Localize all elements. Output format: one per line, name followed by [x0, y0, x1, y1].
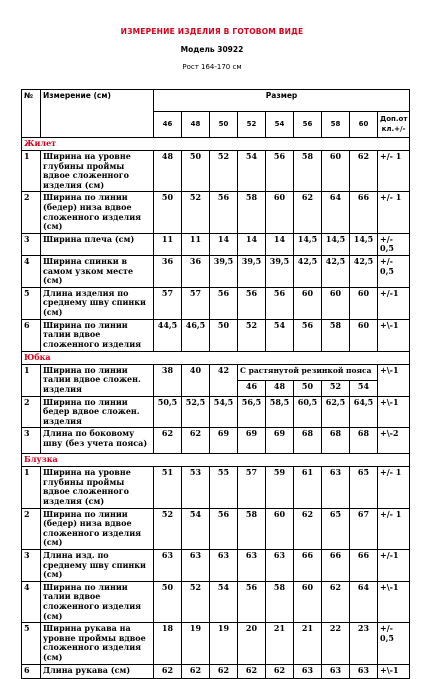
row-value: 21 [266, 623, 294, 664]
row-value: 36 [182, 255, 210, 287]
row-tolerance: +\-1 [378, 396, 410, 428]
row-value: 63 [322, 467, 350, 508]
row-tolerance: +/- 1 [378, 508, 410, 549]
row-value: 23 [350, 623, 378, 664]
row-number: 3 [22, 550, 41, 582]
row-value: 69 [238, 428, 266, 454]
table-row [22, 255, 410, 287]
row-value: 58 [322, 319, 350, 351]
row-number: 6 [22, 664, 41, 678]
row-value: 21 [294, 623, 322, 664]
table-row [22, 192, 410, 233]
row-tolerance: +/- 1 [378, 151, 410, 192]
row-value: 11 [182, 233, 210, 255]
row-value: 63 [322, 664, 350, 678]
model-number: Модель 30922 [180, 45, 244, 54]
row-value: 44,5 [154, 319, 182, 351]
row-value: 58 [238, 508, 266, 549]
row-value: 54 [238, 151, 266, 192]
row-value: 56 [238, 581, 266, 622]
row-value: 62 [294, 192, 322, 233]
row-value: 56 [266, 287, 294, 319]
row-tolerance: +/-1 [378, 287, 410, 319]
row-tolerance: +/- 0,5 [378, 255, 410, 287]
row-number: 4 [22, 581, 41, 622]
section-name: Блузка [22, 454, 410, 467]
header-tolerance: Доп.от кл.+/- [378, 112, 410, 138]
header-size-value: 50 [210, 112, 238, 138]
row-value: 36 [154, 255, 182, 287]
row-value: 59 [266, 467, 294, 508]
header-size: Размер [154, 90, 410, 112]
row-value: 62 [350, 151, 378, 192]
row-value: 62 [238, 664, 266, 678]
row-number: 1 [22, 467, 41, 508]
row-value: 60 [266, 192, 294, 233]
row-value: 63 [350, 664, 378, 678]
row-value: 54 [182, 508, 210, 549]
row-value: 63 [154, 550, 182, 582]
row-number: 3 [22, 233, 41, 255]
row-value: 63 [294, 664, 322, 678]
row-label: Ширина по линии талии вдвое сложен. изделия [41, 364, 154, 396]
row-value: 14 [210, 233, 238, 255]
row-value: 62 [210, 664, 238, 678]
row-number: 5 [22, 287, 41, 319]
row-value: 56 [210, 192, 238, 233]
row-number: 2 [22, 192, 41, 233]
header-size-value: 56 [294, 112, 322, 138]
row-label: Ширина по линии талии вдвое сложенного изделия (см) [41, 581, 154, 622]
row-value: 38 [154, 364, 182, 396]
row-value: 42,5 [350, 255, 378, 287]
row-value: 57 [182, 287, 210, 319]
row-value: 62 [266, 664, 294, 678]
row-value: 56 [210, 287, 238, 319]
row-value: 42 [210, 364, 238, 396]
row-label: Длина рукава (см) [41, 664, 154, 678]
row-value: 22 [322, 623, 350, 664]
row-value: 60 [322, 151, 350, 192]
row-value: 56 [294, 319, 322, 351]
row-value: 48 [154, 151, 182, 192]
row-label: Длина изд. по среднему шву спинки (см) [41, 550, 154, 582]
table-row [22, 287, 410, 319]
row-value: 14,5 [322, 233, 350, 255]
row-value: 58 [266, 581, 294, 622]
row-number: 1 [22, 151, 41, 192]
row-value: 52 [182, 192, 210, 233]
row-value: 56,5 [238, 396, 266, 428]
row-number: 6 [22, 319, 41, 351]
row-value: 14 [238, 233, 266, 255]
row-tolerance: +/- 0,5 [378, 233, 410, 255]
row-value: 18 [154, 623, 182, 664]
row-value: 63 [210, 550, 238, 582]
row-value: 51 [154, 467, 182, 508]
table-row [22, 151, 410, 192]
row-value: 57 [154, 287, 182, 319]
row-tolerance: +\-1 [378, 364, 410, 396]
row-value: 61 [294, 467, 322, 508]
row-value: 19 [210, 623, 238, 664]
row-value: 64 [322, 192, 350, 233]
row-label: Ширина по линии талии вдвое сложенного изделия [41, 319, 154, 351]
table-row [22, 467, 410, 508]
row-value: 67 [350, 508, 378, 549]
table-row [22, 623, 410, 664]
row-value: 68 [294, 428, 322, 454]
row-tolerance: +/- 1 [378, 467, 410, 508]
row-value: 52 [238, 319, 266, 351]
row-value: 62 [294, 508, 322, 549]
row-value: 62 [154, 428, 182, 454]
row-value: 62 [322, 581, 350, 622]
height-range: Рост 164-170 см [182, 63, 242, 71]
row-subvalue: 48 [266, 380, 294, 396]
row-label: Ширина на уровне глубины проймы вдвое сложенного изделия (см) [41, 151, 154, 192]
row-value: 57 [238, 467, 266, 508]
header-size-value: 46 [154, 112, 182, 138]
document-title: ИЗМЕРЕНИЕ ИЗДЕЛИЯ В ГОТОВОМ ВИДЕ [120, 27, 304, 36]
row-value: 66 [350, 192, 378, 233]
table-row [22, 319, 410, 351]
header-size-value: 48 [182, 112, 210, 138]
row-number: 2 [22, 396, 41, 428]
row-value: 14,5 [350, 233, 378, 255]
row-value: 56 [210, 508, 238, 549]
row-value: 66 [350, 550, 378, 582]
row-subvalue: 50 [294, 380, 322, 396]
row-value: 58 [238, 192, 266, 233]
row-value: 52,5 [182, 396, 210, 428]
table-row [22, 508, 410, 549]
row-value: 60 [294, 287, 322, 319]
row-value: 69 [210, 428, 238, 454]
section-name: Жилет [22, 138, 410, 151]
header-size-value: 58 [322, 112, 350, 138]
section-row [22, 351, 410, 364]
row-value: 66 [294, 550, 322, 582]
table-row [22, 364, 410, 380]
row-value: 11 [154, 233, 182, 255]
row-value: 20 [238, 623, 266, 664]
header-size-value: 52 [238, 112, 266, 138]
row-value: 62 [182, 428, 210, 454]
row-value: 53 [182, 467, 210, 508]
row-value: 40 [182, 364, 210, 396]
table-row [22, 581, 410, 622]
header-size-value: 60 [350, 112, 378, 138]
row-value: 60 [350, 287, 378, 319]
row-value: 68 [322, 428, 350, 454]
row-value: 58,5 [266, 396, 294, 428]
row-subvalue: 54 [350, 380, 378, 396]
row-number: 4 [22, 255, 41, 287]
row-value: 60 [266, 508, 294, 549]
row-value: 14 [266, 233, 294, 255]
row-value: 60,5 [294, 396, 322, 428]
row-subvalue: 46 [238, 380, 266, 396]
row-value: 42,5 [294, 255, 322, 287]
row-value: 19 [182, 623, 210, 664]
row-number: 5 [22, 623, 41, 664]
row-value: 50 [182, 151, 210, 192]
row-label: Ширина рукава на уровне проймы вдвое сложенного изделия (см) [41, 623, 154, 664]
row-tolerance: +/- 0,5 [378, 623, 410, 664]
row-value: 54,5 [210, 396, 238, 428]
row-subvalue: 52 [322, 380, 350, 396]
row-tolerance: +\-1 [378, 664, 410, 678]
row-label: Длина по боковому шву (без учета пояса) [41, 428, 154, 454]
row-value: 62,5 [322, 396, 350, 428]
row-value: 62 [154, 664, 182, 678]
row-label: Длина изделия по среднему шву спинки (см) [41, 287, 154, 319]
section-row [22, 138, 410, 151]
row-value: 14,5 [294, 233, 322, 255]
row-number: 1 [22, 364, 41, 396]
row-value: 63 [182, 550, 210, 582]
row-value: 62 [182, 664, 210, 678]
row-number: 3 [22, 428, 41, 454]
row-label: Ширина плеча (см) [41, 233, 154, 255]
row-value: 55 [210, 467, 238, 508]
row-value: 65 [322, 508, 350, 549]
row-value: 54 [266, 319, 294, 351]
row-tolerance: +\-2 [378, 428, 410, 454]
row-value: 69 [266, 428, 294, 454]
row-label: Ширина по линии (бедер) низа вдвое сложенного изделия (см) [41, 192, 154, 233]
row-value: 58 [294, 151, 322, 192]
row-value: 50 [154, 581, 182, 622]
row-tolerance: +/-1 [378, 550, 410, 582]
header-num: № [22, 90, 41, 138]
row-value: 50 [210, 319, 238, 351]
row-label: Ширина по линии бедер вдвое сложен. изделия [41, 396, 154, 428]
row-value: 63 [266, 550, 294, 582]
row-label: Ширина по линии (бедер) низа вдвое сложенного изделия (см) [41, 508, 154, 549]
row-value: 39,5 [238, 255, 266, 287]
table-row [22, 428, 410, 454]
row-value: 64,5 [350, 396, 378, 428]
row-tolerance: +\-1 [378, 319, 410, 351]
table-row [22, 396, 410, 428]
table-row [22, 233, 410, 255]
row-tolerance: +\-1 [378, 581, 410, 622]
row-label: Ширина на уровне глубины проймы вдвое сложенного изделия (см) [41, 467, 154, 508]
header-row [22, 90, 410, 112]
row-value: 39,5 [210, 255, 238, 287]
measurement-table [21, 89, 410, 679]
table-row [22, 664, 410, 678]
row-tolerance: +/- 1 [378, 192, 410, 233]
row-value: 60 [350, 319, 378, 351]
row-note: С растянутой резинкой пояса [238, 364, 378, 380]
row-number: 2 [22, 508, 41, 549]
row-value: 66 [322, 550, 350, 582]
row-value: 64 [350, 581, 378, 622]
row-value: 46,5 [182, 319, 210, 351]
row-value: 52 [154, 508, 182, 549]
row-label: Ширина спинки в самом узком месте (см) [41, 255, 154, 287]
header-measure: Измерение (см) [41, 90, 154, 138]
section-row [22, 454, 410, 467]
row-value: 39,5 [266, 255, 294, 287]
row-value: 56 [266, 151, 294, 192]
section-name: Юбка [22, 351, 410, 364]
row-value: 52 [182, 581, 210, 622]
row-value: 65 [350, 467, 378, 508]
row-value: 50,5 [154, 396, 182, 428]
row-value: 63 [238, 550, 266, 582]
row-value: 52 [210, 151, 238, 192]
row-value: 56 [238, 287, 266, 319]
header-size-value: 54 [266, 112, 294, 138]
row-value: 60 [294, 581, 322, 622]
row-value: 60 [322, 287, 350, 319]
row-value: 42,5 [322, 255, 350, 287]
table-row [22, 550, 410, 582]
row-value: 50 [154, 192, 182, 233]
row-value: 68 [350, 428, 378, 454]
row-value: 54 [210, 581, 238, 622]
